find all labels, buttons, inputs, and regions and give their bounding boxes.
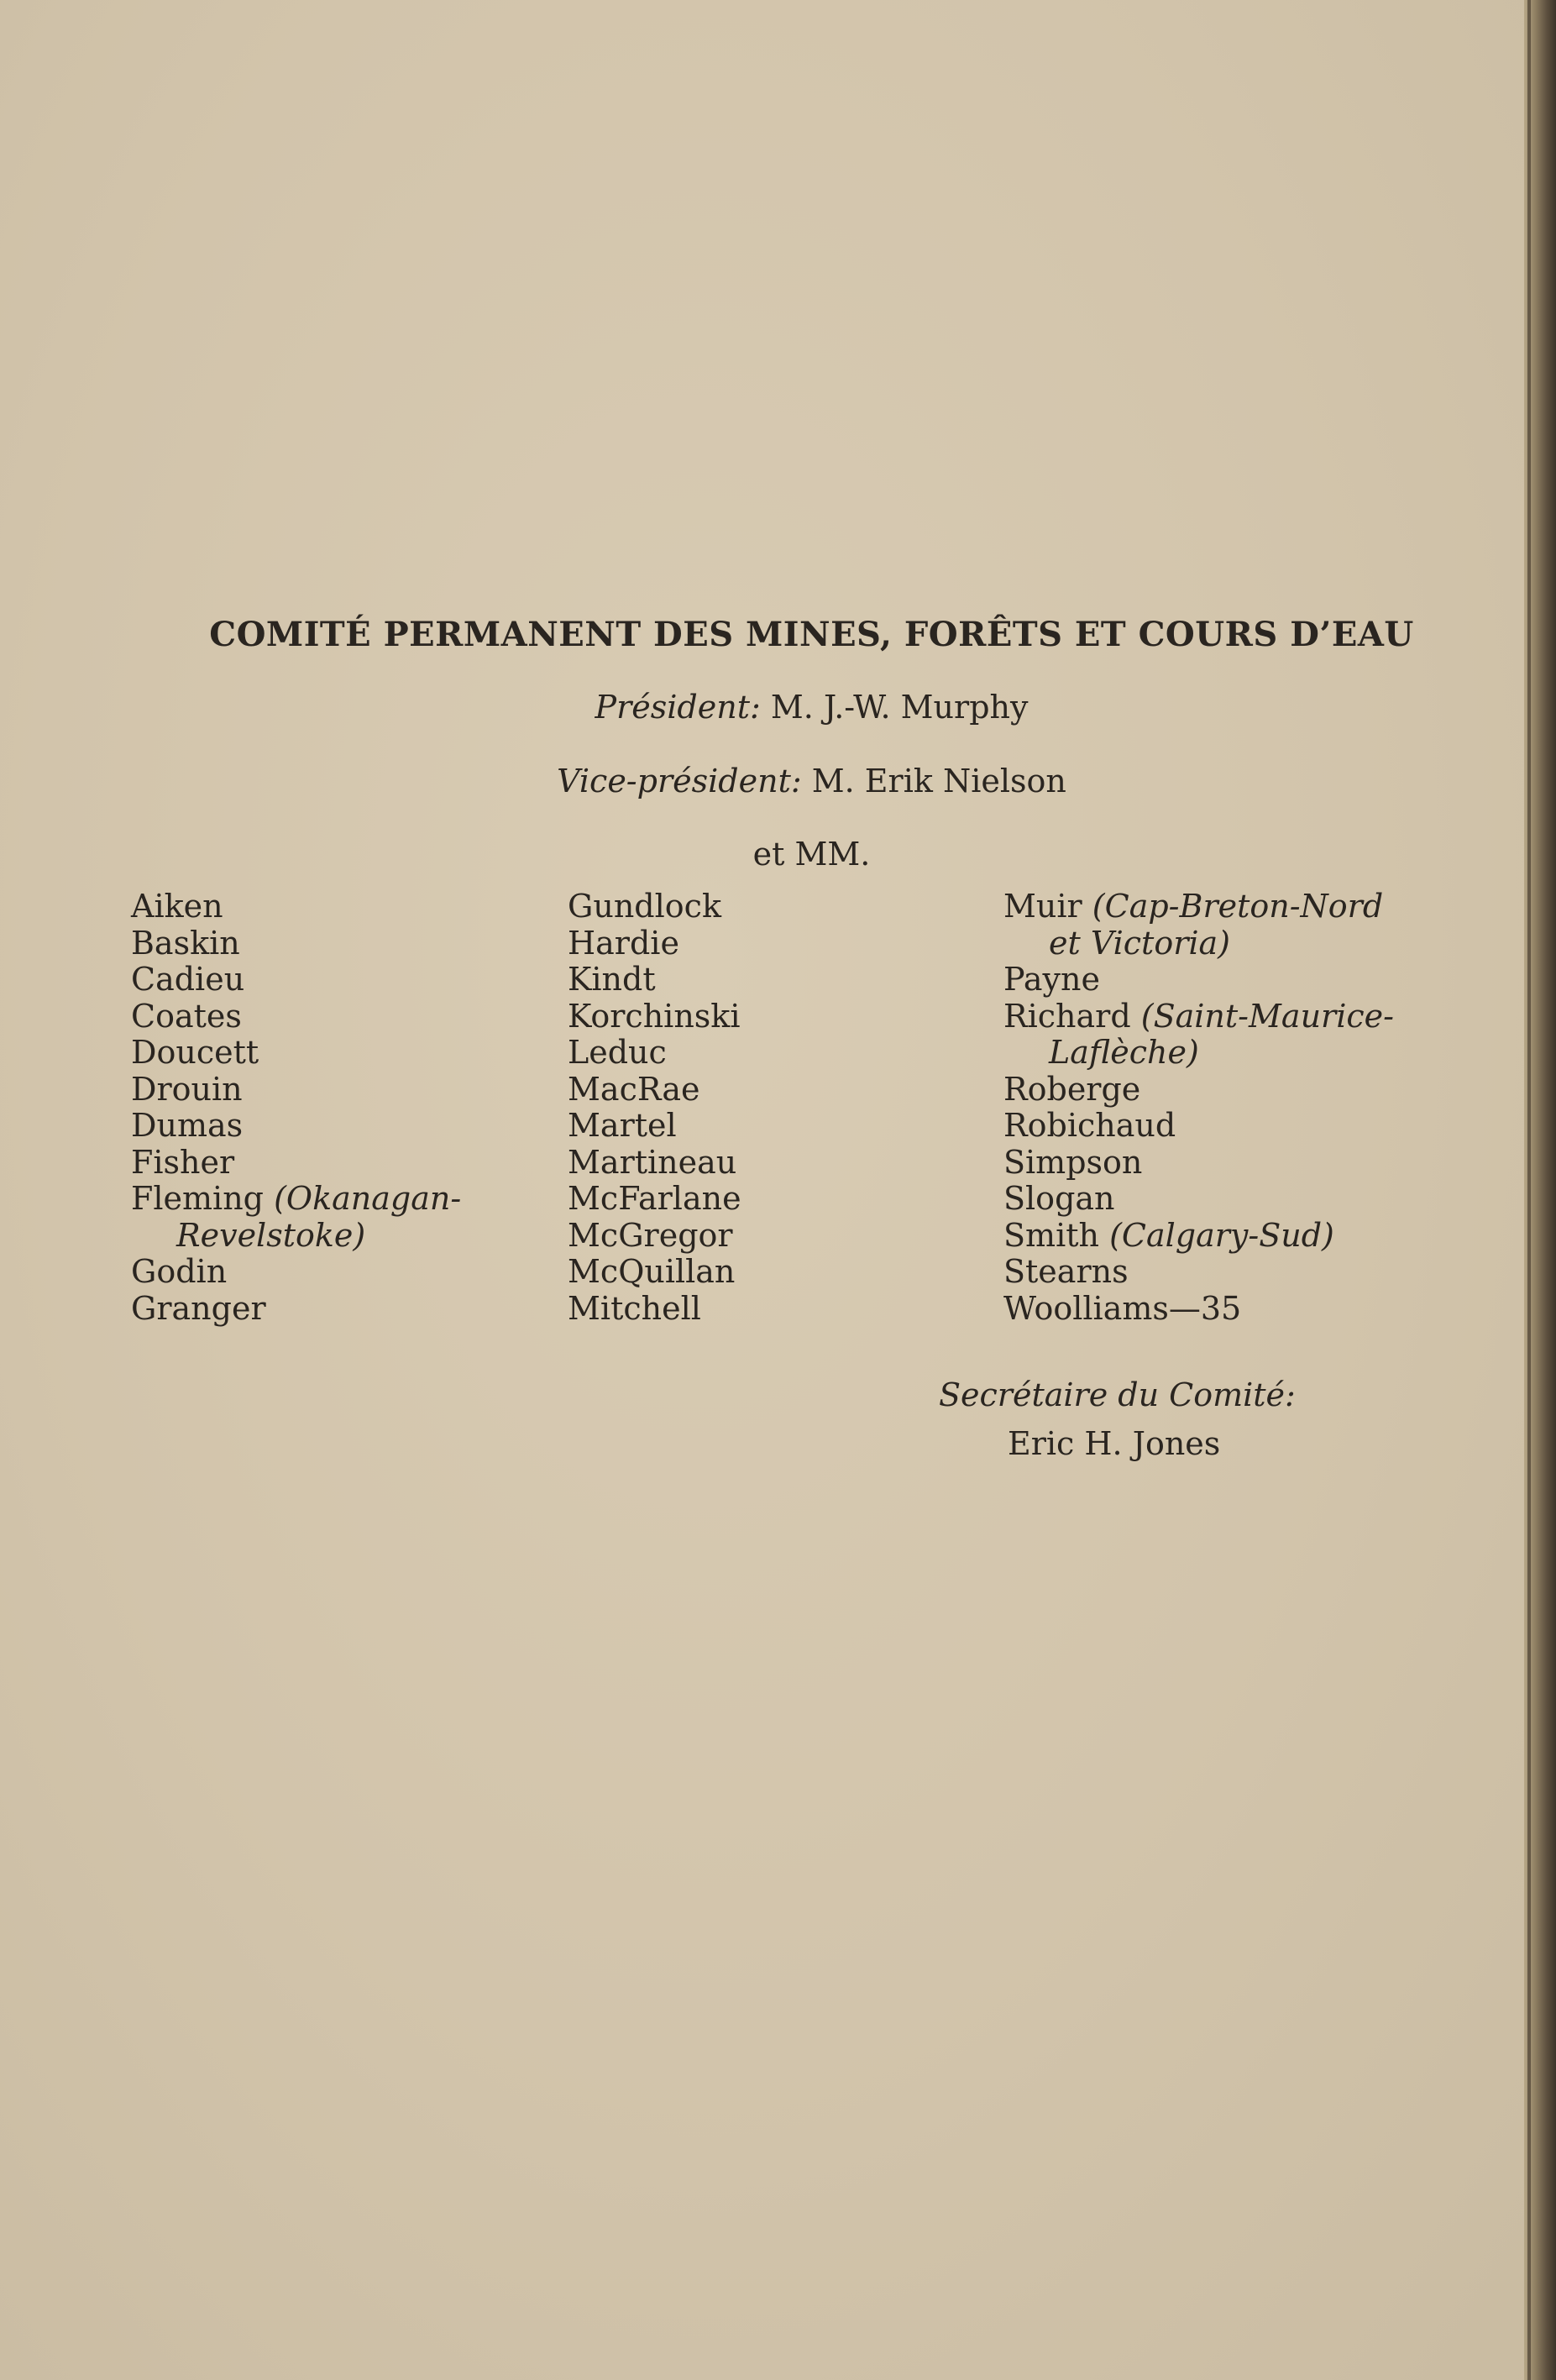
president-line [0, 689, 1556, 726]
member-name: Granger [131, 1289, 266, 1327]
member-name: Kindt [568, 961, 656, 998]
member-name: Payne [1003, 961, 1100, 998]
member-name: McFarlane [568, 1180, 741, 1217]
member-name: Fleming [131, 1180, 264, 1217]
member-name: Simpson [1003, 1143, 1143, 1181]
member-entry [1003, 889, 1394, 925]
member-name: Roberge [1003, 1070, 1141, 1108]
vice-president-line [0, 763, 1556, 799]
member-name: Martel [568, 1107, 677, 1144]
member-name: Robichaud [1003, 1107, 1176, 1144]
page-binding-line [1527, 0, 1531, 2380]
committee-title: COMITÉ PERMANENT DES MINES, FORÊTS ET COURS D’EAU [209, 615, 1414, 654]
member-name: Dumas [131, 1107, 244, 1144]
member-entry [1003, 1218, 1394, 1255]
member-name: Leduc [568, 1034, 667, 1071]
member-riding-continued: Laflèche) [1049, 1034, 1199, 1071]
member-riding-continued: Revelstoke) [176, 1216, 366, 1254]
member-name: Slogan [1003, 1180, 1115, 1217]
member-name: Woolliams—35 [1003, 1289, 1242, 1327]
member-name: Mitchell [568, 1289, 701, 1327]
members-column-3 [1003, 889, 1394, 1327]
secretary-label: Secrétaire du Comité: [939, 1376, 1296, 1413]
member-entry [1003, 999, 1394, 1035]
members-intro: et MM. [752, 836, 871, 873]
member-name: MacRae [568, 1070, 700, 1108]
member-name: Hardie [568, 924, 679, 962]
vice-president-name: M. Erik Nielson [811, 763, 1066, 799]
member-name: Coates [131, 997, 242, 1035]
member-name: Gundlock [568, 888, 721, 925]
member-name: Fisher [131, 1143, 235, 1181]
secretary-name: Eric H. Jones [1008, 1425, 1221, 1462]
member-name: McGregor [568, 1216, 733, 1254]
member-name: McQuillan [568, 1253, 736, 1290]
member-name: Godin [131, 1253, 228, 1290]
member-name: Aiken [131, 888, 223, 925]
member-name: Drouin [131, 1070, 243, 1108]
member-name: Baskin [131, 924, 240, 962]
member-name: Martineau [568, 1143, 737, 1181]
member-name: Doucett [131, 1034, 259, 1071]
president-name: M. J.-W. Murphy [770, 689, 1029, 726]
vice-president-label: Vice-président: [557, 763, 802, 799]
member-riding: (Saint-Maurice- [1140, 997, 1394, 1035]
member-entry [131, 1181, 461, 1218]
member-name: Muir [1003, 888, 1082, 925]
members-column-1 [131, 889, 461, 1327]
president-label: Président: [595, 689, 761, 726]
member-riding: (Cap-Breton-Nord [1092, 888, 1384, 925]
member-name: Richard [1003, 997, 1131, 1035]
member-name: Smith [1003, 1216, 1099, 1254]
member-riding-continued: et Victoria) [1049, 924, 1230, 962]
members-column-2 [568, 889, 741, 1327]
member-name: Stearns [1003, 1253, 1129, 1290]
member-riding: (Calgary-Sud) [1109, 1216, 1334, 1254]
member-name: Cadieu [131, 961, 245, 998]
member-riding: (Okanagan- [274, 1180, 462, 1217]
committee-secretary [939, 1371, 1296, 1468]
member-name: Korchinski [568, 997, 741, 1035]
